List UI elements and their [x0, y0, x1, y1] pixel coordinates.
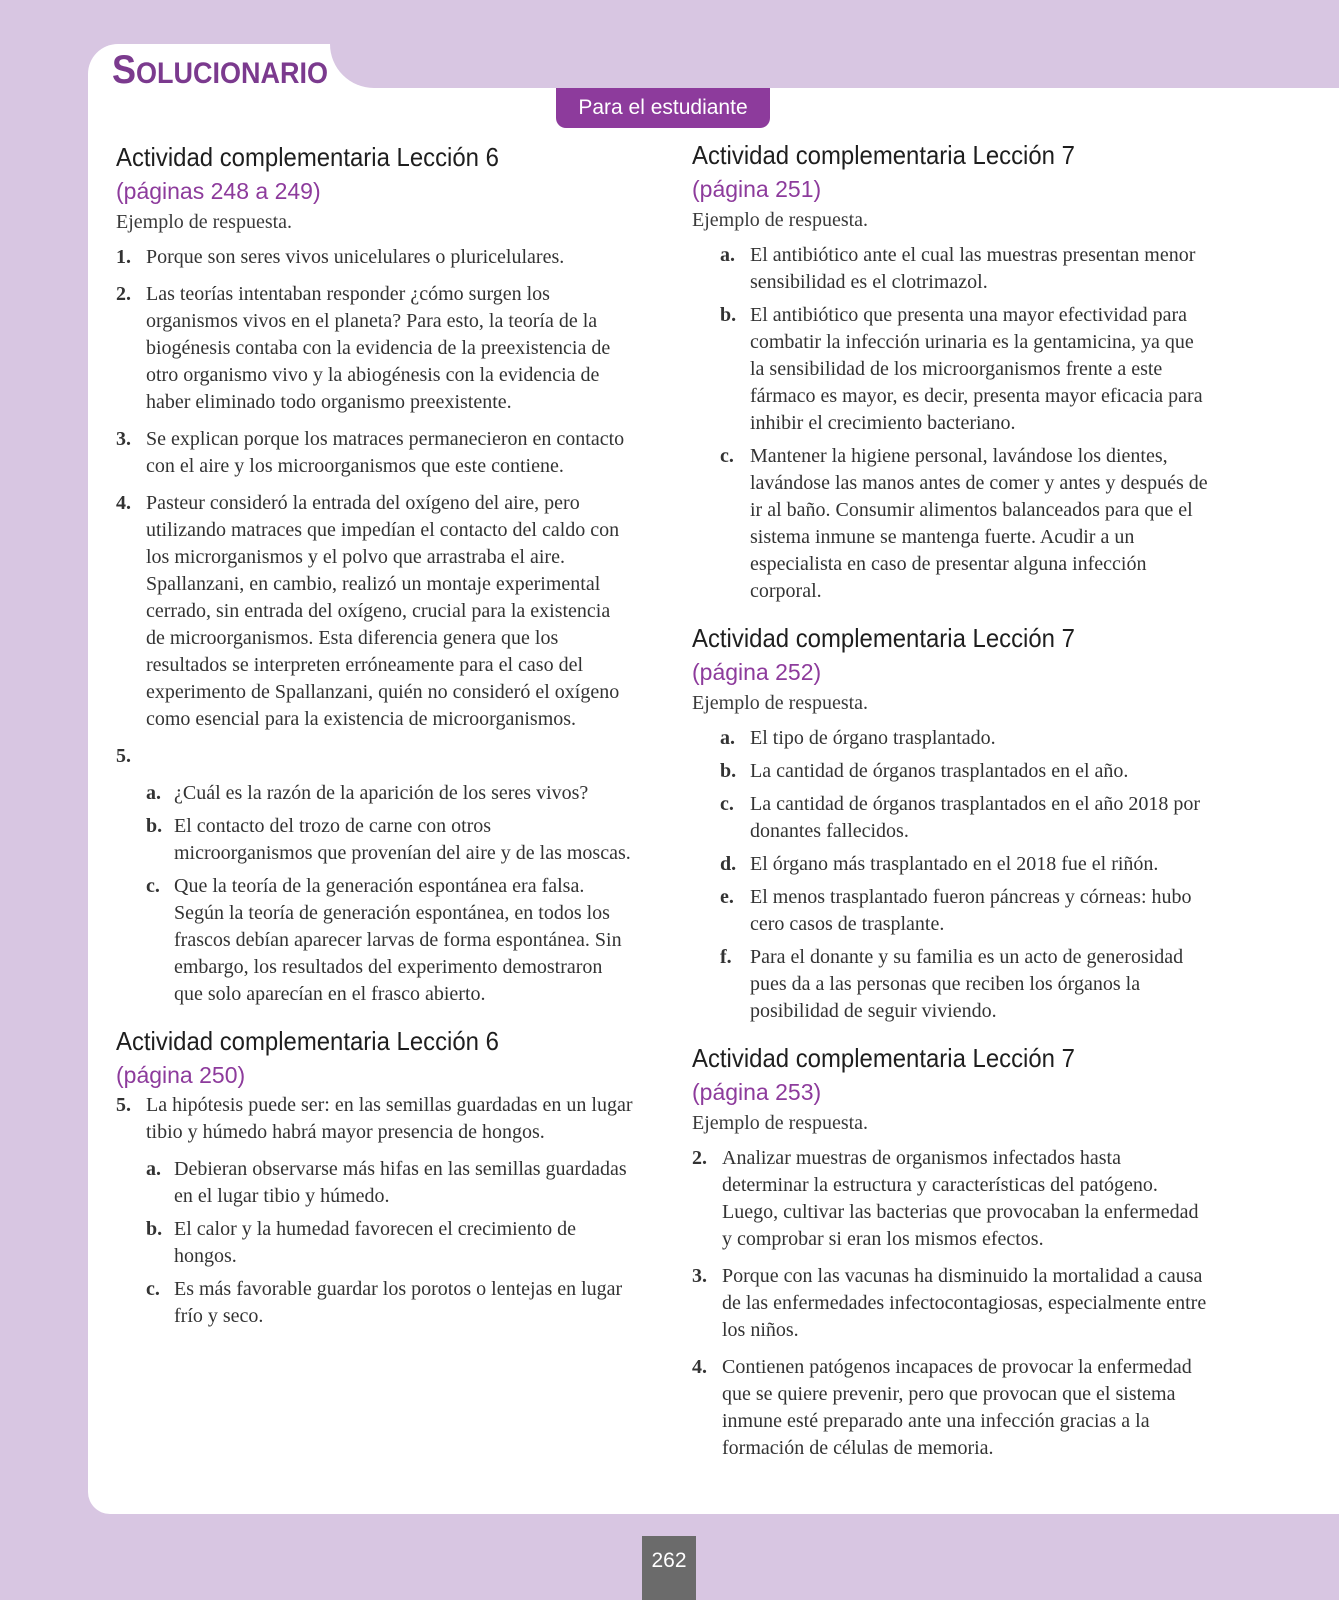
section-intro: Ejemplo de respuesta. — [692, 692, 869, 714]
subitem-letter: b. — [720, 304, 737, 326]
brand-rest: OLUCIONARIO — [136, 57, 329, 90]
answer-subitem — [116, 1276, 634, 1330]
section-pages: (página 251) — [692, 176, 822, 202]
answer-subitem — [116, 1156, 634, 1210]
item-text: Analizar muestras de organismos infectados hasta determinar la estructura y características del patógeno. Luego, cultivar las bacterias que provocaban la enfermedad y comprobar si eran los mismos efectos. — [722, 1147, 1199, 1250]
answer-subitem — [116, 873, 634, 1008]
answer-subitem — [692, 791, 1212, 845]
header-tab-shape — [330, 44, 1339, 88]
answer-item — [116, 244, 634, 271]
subitem-letter: d. — [720, 853, 737, 875]
answer-subitem — [692, 758, 1212, 785]
subitem-text: Mantener la higiene personal, lavándose los dientes, lavándose las manos antes de comer y antes y después de ir al baño. Consumir alimentos balanceados para que el sistema inmune se mantenga fuerte. Acudir a un especialista en caso de presentar alguna infección corporal. — [750, 445, 1208, 602]
subitem-letter: c. — [720, 445, 734, 467]
answer-subitem — [116, 780, 634, 807]
item-number: 4. — [692, 1356, 707, 1378]
answer-subitem — [692, 884, 1212, 938]
answer-subitem — [692, 725, 1212, 752]
subitem-text: El calor y la humedad favorecen el crecimiento de hongos. — [174, 1218, 577, 1267]
subitem-text: El menos trasplantado fueron páncreas y córneas: hubo cero casos de trasplante. — [750, 886, 1192, 935]
answer-item — [692, 1145, 1212, 1253]
section-title: Actividad complementaria Lección 7 — [692, 623, 1075, 653]
section-intro: Ejemplo de respuesta. — [692, 1112, 869, 1134]
subitem-text: Debieran observarse más hifas en las semillas guardadas en el lugar tibio y húmedo. — [174, 1158, 627, 1207]
subitem-letter: a. — [146, 782, 161, 804]
answer-subitem — [116, 1216, 634, 1270]
subitem-text: El órgano más trasplantado en el 2018 fue el riñón. — [750, 853, 1159, 875]
subitem-letter: c. — [720, 793, 734, 815]
subitem-letter: b. — [720, 760, 737, 782]
subitem-text: Para el donante y su familia es un acto de generosidad pues da a las personas que reciben los órganos la posibilidad de seguir viviendo. — [750, 946, 1184, 1022]
subitem-letter: f. — [720, 946, 732, 968]
subitem-letter: c. — [146, 875, 160, 897]
item-number: 2. — [116, 283, 131, 305]
section-title: Actividad complementaria Lección 7 — [692, 140, 1075, 170]
item-text: La hipótesis puede ser: en las semillas guardadas en un lugar tibio y húmedo habrá mayor presencia de hongos. — [146, 1094, 633, 1143]
item-text: Las teorías intentaban responder ¿cómo surgen los organismos vivos en el planeta? Para esto, la teoría de la biogénesis contaba con la evidencia de la preexistencia de otro organismo vivo y la abiogénesis con la evidencia de haber eliminado todo organismo preexistente. — [146, 283, 611, 413]
answer-subitem — [692, 851, 1212, 878]
left-column — [116, 140, 634, 1336]
answer-subitem — [692, 944, 1212, 1025]
item-number: 3. — [692, 1265, 707, 1287]
item-text: Porque con las vacunas ha disminuido la mortalidad a causa de las enfermedades infectocontagiosas, especialmente entre los niños. — [722, 1265, 1207, 1341]
item-number: 2. — [692, 1147, 707, 1169]
subitem-letter: a. — [720, 727, 735, 749]
subitem-text: El contacto del trozo de carne con otros microorganismos que provenían del aire y de las moscas. — [174, 815, 631, 864]
subitem-text: El antibiótico ante el cual las muestras presentan menor sensibilidad es el clotrimazol. — [750, 244, 1196, 293]
item-text: Se explican porque los matraces permanecieron en contacto con el aire y los microorganismos que este contiene. — [146, 428, 625, 477]
section-pages: (páginas 248 a 249) — [116, 178, 321, 204]
section-pages: (página 253) — [692, 1079, 822, 1105]
answer-item — [116, 743, 634, 770]
subitem-text: La cantidad de órganos trasplantados en el año. — [750, 760, 1129, 782]
subitem-letter: b. — [146, 815, 163, 837]
item-text: Porque son seres vivos unicelulares o pluricelulares. — [146, 246, 565, 268]
audience-badge: Para el estudiante — [556, 88, 770, 128]
subitem-text: El antibiótico que presenta una mayor efectividad para combatir la infección urinaria es la gentamicina, ya que la sensibilidad de los microorganismos frente a este fármaco es mayor, es decir, presenta mayor eficacia para inhibir el crecimiento bacteriano. — [750, 304, 1203, 434]
answer-item — [116, 426, 634, 480]
subitem-text: El tipo de órgano trasplantado. — [750, 727, 996, 749]
right-column — [692, 138, 1212, 1472]
section-pages: (página 250) — [116, 1062, 246, 1088]
brand-initial: S — [112, 48, 137, 92]
subitem-text: Que la teoría de la generación espontánea era falsa. Según la teoría de generación espontánea, en todos los frascos debían aparecer larvas de forma espontánea. Sin embargo, los resultados del experimento demostraron que solo aparecían en el frasco abierto. — [174, 875, 622, 1005]
answer-subitem — [692, 242, 1212, 296]
subitem-letter: c. — [146, 1278, 160, 1300]
answer-subitem — [116, 813, 634, 867]
answer-item — [692, 1354, 1212, 1462]
section-intro: Ejemplo de respuesta. — [692, 209, 869, 231]
subitem-text: ¿Cuál es la razón de la aparición de los seres vivos? — [174, 782, 589, 804]
answer-subitem — [692, 302, 1212, 437]
subitem-text: La cantidad de órganos trasplantados en el año 2018 por donantes fallecidos. — [750, 793, 1201, 842]
item-number: 4. — [116, 492, 131, 514]
item-number: 5. — [116, 745, 131, 767]
item-number: 5. — [116, 1094, 131, 1116]
subitem-text: Es más favorable guardar los porotos o lentejas en lugar frío y seco. — [174, 1278, 623, 1327]
item-number: 3. — [116, 428, 131, 450]
section-title: Actividad complementaria Lección 6 — [116, 1026, 499, 1056]
subitem-letter: a. — [720, 244, 735, 266]
subitem-letter: e. — [720, 886, 734, 908]
item-number: 1. — [116, 246, 131, 268]
answer-item — [116, 490, 634, 733]
answer-item — [116, 281, 634, 416]
item-text: Pasteur consideró la entrada del oxígeno del aire, pero utilizando matraces que impedían el contacto del caldo con los microrganismos y el polvo que arrastraba el aire. Spallanzani, en cambio, realizó un montaje experimental cerrado, sin entrada del oxígeno, crucial para la existencia de microorganismos. Esta diferencia genera que los resultados se interpreten erróneamente para el caso del experimento de Spallanzani, quién no consideró el oxígeno como esencial para la existencia de microorganismos. — [146, 492, 620, 730]
answer-item — [692, 1263, 1212, 1344]
section-brand-title — [112, 48, 328, 93]
section-title: Actividad complementaria Lección 7 — [692, 1043, 1075, 1073]
subitem-letter: a. — [146, 1158, 161, 1180]
answer-item — [116, 1092, 634, 1146]
answer-subitem — [692, 443, 1212, 605]
subitem-letter: b. — [146, 1218, 163, 1240]
page-number: 262 — [642, 1536, 696, 1600]
item-text: Contienen patógenos incapaces de provocar la enfermedad que se quiere prevenir, pero que provocan que el sistema inmune esté preparado ante una infección gracias a la formación de células de memoria. — [722, 1356, 1192, 1459]
section-pages: (página 252) — [692, 659, 822, 685]
section-title: Actividad complementaria Lección 6 — [116, 142, 499, 172]
section-intro: Ejemplo de respuesta. — [116, 211, 293, 233]
